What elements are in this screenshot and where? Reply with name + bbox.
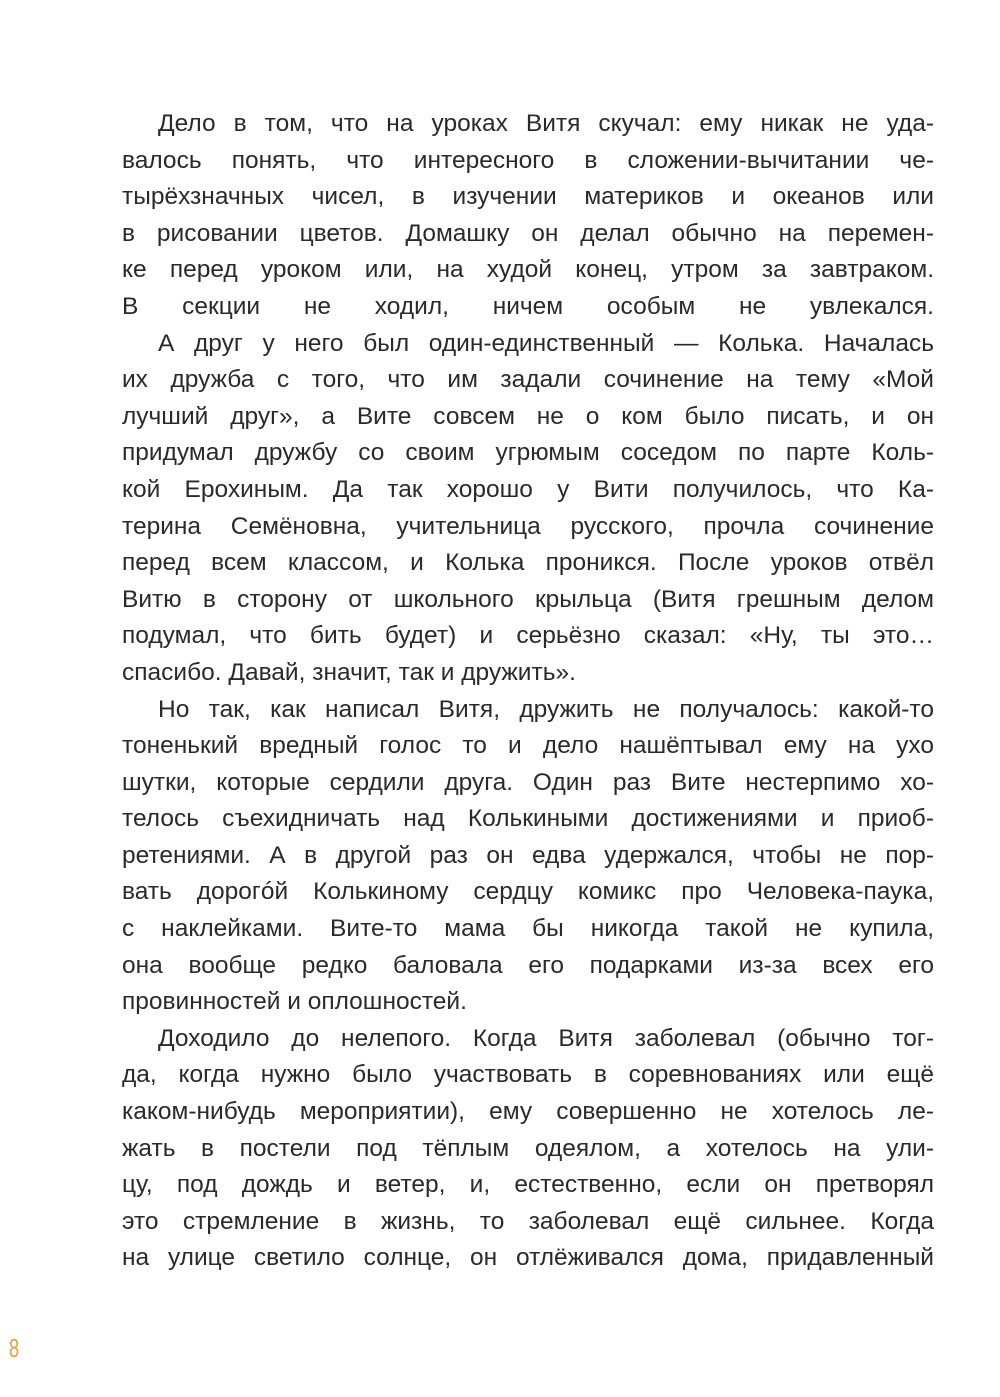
text-line: вать дорогóй Колькиному сердцу комикс про Человека-паука, [122,878,934,906]
text-line: В секции не ходил, ничем особым не увлекался. [122,292,934,320]
paragraph-3 [122,692,934,1021]
text-line: ке перед уроком или, на худой конец, утром за завтраком. [122,256,934,284]
text-line: телось съехидничать над Колькиными достижениями и приоб- [122,805,934,833]
paragraph-1 [122,106,934,326]
text-line: да, когда нужно было участвовать в соревнованиях или ещё [122,1061,934,1089]
text-line: терина Семёновна, учительница русского, прочла сочинение [122,512,934,540]
text-line: валось понять, что интересного в сложении-вычитании че- [122,146,934,174]
text-line: Доходило до нелепого. Когда Витя заболевал (обычно тог- [158,1024,934,1052]
text-line: она вообще редко баловала его подарками из-за всех его [122,951,934,979]
text-line: Но так, как написал Витя, дружить не получалось: какой-то [158,695,934,723]
text-line: это стремление в жизнь, то заболевал ещё сильнее. Когда [122,1207,934,1235]
text-line: на улице светило солнце, он отлёживался дома, придавленный [122,1244,934,1272]
text-line: подумал, что бить будет) и серьёзно сказал: «Ну, ты это… [122,622,934,650]
text-line: тырёхзначных чисел, в изучении материков и океанов или [122,183,934,211]
text-line: придумал дружбу со своим угрюмым соседом по парте Коль- [122,439,934,467]
text-line: ретениями. А в другой раз он едва удержался, чтобы не пор- [122,841,934,869]
text-line: Дело в том, что на уроках Витя скучал: ему никак не уда- [158,110,934,137]
page-number: 8 [9,1333,20,1363]
text-line: лучший друг», а Вите совсем не о ком было писать, и он [122,402,934,430]
text-line: А друг у него был один-единственный — Колька. Началась [158,329,934,357]
paragraph-2 [122,326,934,692]
text-line: Витю в сторону от школьного крыльца (Витя грешным делом [122,585,934,613]
text-line: спасибо. Давай, значит, так и дружить». [122,658,576,686]
text-line: тоненький вредный голос то и дело нашёптывал ему на ухо [122,732,934,760]
text-line: с наклейками. Вите-то мама бы никогда такой не купила, [122,915,934,943]
text-line: в рисовании цветов. Домашку он делал обычно на перемен- [122,219,934,247]
text-line: цу, под дождь и ветер, и, естественно, если он претворял [122,1171,934,1199]
body-text [122,106,934,1277]
text-line: провинностей и оплошностей. [122,988,467,1016]
text-line: перед всем классом, и Колька проникся. После уроков отвёл [122,549,934,577]
text-line: их дружба с того, что им задали сочинение на тему «Мой [122,366,934,394]
paragraph-4 [122,1021,934,1277]
text-line: шутки, которые сердили друга. Один раз Вите нестерпимо хо- [122,768,934,796]
text-line: кой Ерохиным. Да так хорошо у Вити получилось, что Ка- [122,475,934,503]
text-line: жать в постели под тёплым одеялом, а хотелось на ули- [122,1134,934,1162]
text-line: каком-нибудь мероприятии), ему совершенно не хотелось ле- [122,1098,934,1126]
